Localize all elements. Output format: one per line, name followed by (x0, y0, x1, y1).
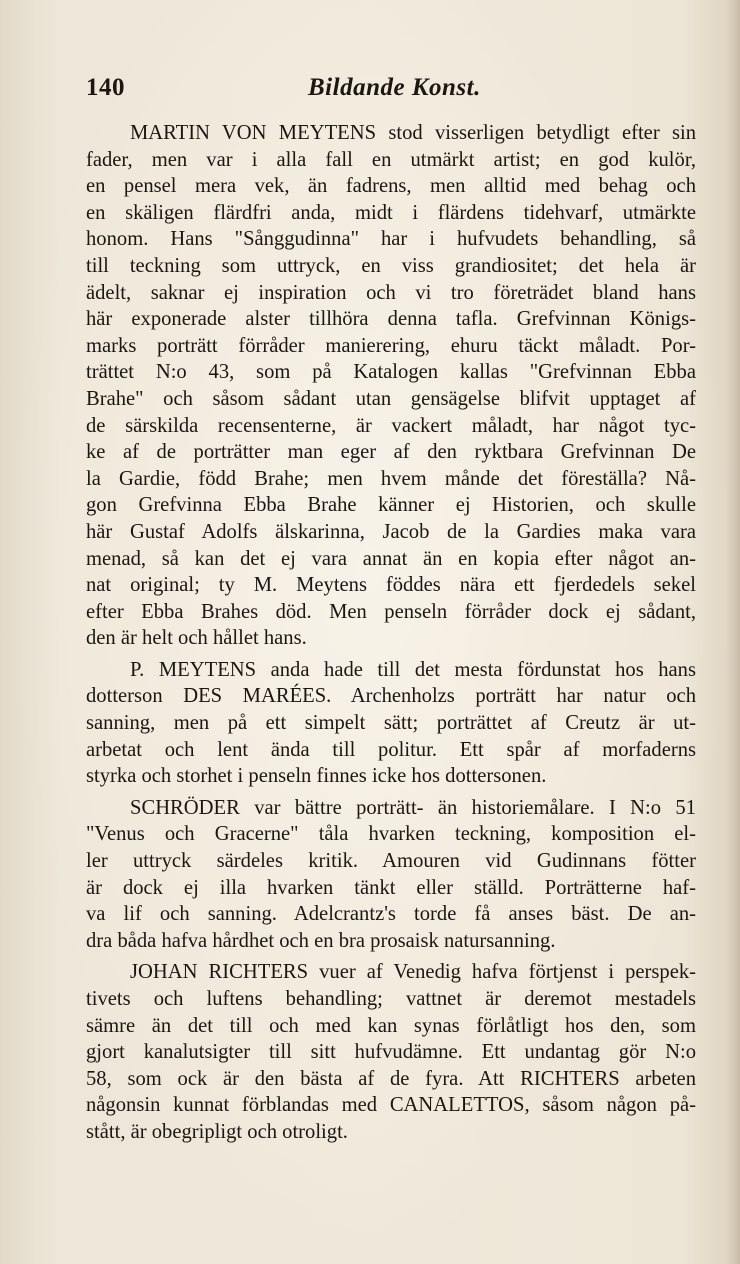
text-line: ke af de porträtter man eger af den ryktbara Grefvinnan De (86, 441, 696, 464)
paragraph-schroder (86, 795, 696, 955)
text-line: 58, som ock är den bästa af de fyra. Att RICHTERS arbeten (86, 1067, 696, 1090)
text-line: menad, så kan det ej vara annat än en kopia efter något an- (86, 547, 696, 570)
text-line: MARTIN VON MEYTENS stod visserligen betydligt efter sin (130, 122, 696, 144)
text-line: honom. Hans "Sånggudinna" har i hufvudets behandling, så (86, 228, 696, 251)
text-line: sämre än det till och med kan synas förlåtligt hos den, som (86, 1014, 696, 1037)
text-line: P. MEYTENS anda hade till det mesta fördunstat hos hans (130, 658, 696, 681)
text-line: stått, är obegripligt och otroligt. (86, 1120, 348, 1143)
text-line: arbetat och lent ända till politur. Ett spår af morfaderns (86, 738, 696, 761)
text-line: ädelt, saknar ej inspiration och vi tro företrädet bland hans (86, 281, 696, 304)
body-text (86, 120, 696, 1146)
text-line: tivets och luftens behandling; vattnet är deremot mestadels (86, 988, 696, 1010)
running-head: Bildande Konst. (308, 74, 481, 101)
text-line: ler uttryck särdeles kritik. Amouren vid Gudinnans fötter (86, 850, 696, 873)
text-line: "Venus och Gracerne" tåla hvarken teckning, komposition el- (86, 823, 696, 846)
paragraph-johan-richter (86, 959, 696, 1145)
text-line: va lif och sanning. Adelcrantz's torde få anses bäst. De an- (86, 903, 696, 926)
text-line: här exponerade alster tillhöra denna tafla. Grefvinnan Königs- (86, 308, 696, 331)
text-line: JOHAN RICHTERS vuer af Venedig hafva förtjenst i perspek- (130, 961, 696, 984)
text-line: här Gustaf Adolfs älskarinna, Jacob de la Gardies maka vara (86, 520, 696, 543)
paragraph-p-meytens (86, 657, 696, 790)
text-line: dotterson DES MARÉES. Archenholzs porträtt har natur och (86, 685, 696, 708)
text-line: trättet N:o 43, som på Katalogen kallas "Grefvinnan Ebba (86, 361, 696, 384)
text-line: till teckning som uttryck, en viss grandiositet; det hela är (86, 254, 696, 277)
text-line: efter Ebba Brahes död. Men penseln förråder dock ej sådant, (86, 600, 696, 623)
text-line: en skäligen flärdfri anda, midt i flärdens tidehvarf, utmärkte (86, 201, 696, 224)
text-line: nat original; ty M. Meytens föddes nära ett fjerdedels sekel (86, 574, 696, 597)
text-line: dra båda hafva hårdhet och en bra prosaisk natursanning. (86, 929, 556, 952)
text-line: de särskilda recensenterne, är vackert måladt, har något tyc- (86, 414, 696, 437)
text-line: SCHRÖDER var bättre porträtt- än historiemålare. I N:o 51 (130, 796, 696, 819)
text-line: sanning, men på ett simpelt sätt; porträttet af Creutz är ut- (86, 712, 696, 735)
page-number: 140 (86, 74, 125, 101)
text-line: den är helt och hållet hans. (86, 627, 307, 650)
text-line: gon Grefvinna Ebba Brahe känner ej Historien, och skulle (86, 494, 696, 517)
text-line: Brahe" och såsom sådant utan gensägelse blifvit upptaget af (86, 387, 696, 410)
page-header (86, 74, 696, 106)
text-line: gjort kanalutsigter till sitt hufvudämne. Ett undantag gör N:o (86, 1041, 696, 1064)
text-line: fader, men var i alla fall en utmärkt artist; en god kulör, (86, 148, 696, 171)
text-line: la Gardie, född Brahe; men hvem månde det föreställa? Nå- (86, 467, 696, 490)
text-line: styrka och storhet i penseln finnes icke hos dottersonen. (86, 765, 547, 788)
paragraph-martin-von-meytens (86, 120, 696, 652)
text-line: är dock ej illa hvarken tänkt eller ställd. Porträtterne haf- (86, 876, 696, 899)
text-line: någonsin kunnat förblandas med CANALETTOS, såsom någon på- (86, 1094, 696, 1117)
text-line: en pensel mera vek, än fadrens, men alltid med behag och (86, 175, 696, 198)
text-line: marks porträtt förråder manierering, ehuru täckt måladt. Por- (86, 334, 696, 357)
